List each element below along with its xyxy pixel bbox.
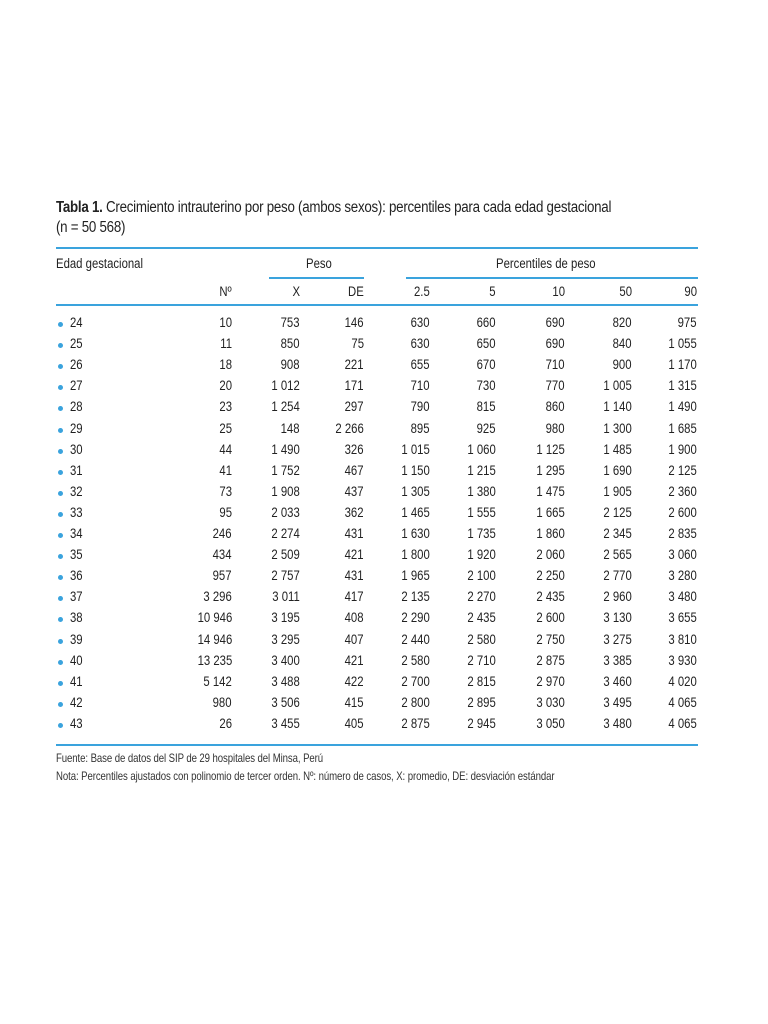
cell-p10: 1 665: [536, 504, 565, 520]
cell-x: 1 752: [271, 462, 300, 478]
cell-x: 1 490: [271, 441, 300, 457]
cell-x: 3 488: [271, 673, 300, 689]
cell-x: 2 509: [271, 547, 300, 563]
cell-age: 34: [70, 526, 83, 541]
cell-age: 42: [70, 694, 83, 710]
cell-p90: 3 060: [668, 547, 697, 563]
cell-p10: 710: [546, 357, 565, 373]
cell-p2-5: 2 440: [401, 631, 430, 647]
cell-n: 434: [213, 547, 232, 563]
cell-p2-5: 895: [411, 420, 430, 436]
bullet-icon: [58, 596, 63, 601]
bullet-icon: [58, 702, 63, 707]
cell-p2-5: 2 135: [401, 589, 430, 605]
cell-de: 408: [345, 610, 364, 626]
cell-p5: 650: [477, 336, 496, 352]
cell-p50: 3 460: [603, 673, 632, 689]
cell-p90: 4 065: [668, 694, 697, 710]
bullet-icon: [58, 533, 63, 538]
cell-p5: 1 380: [467, 483, 496, 499]
cell-p50: 3 275: [603, 631, 632, 647]
cell-p5: 1 735: [467, 526, 496, 541]
cell-p50: 820: [613, 315, 632, 330]
cell-p10: 3 030: [536, 694, 565, 710]
cell-p90: 2 360: [668, 483, 697, 499]
header-percentiles: Percentiles de peso: [496, 256, 596, 271]
cell-age: 39: [70, 631, 83, 647]
cell-p90: 2 835: [668, 526, 697, 541]
column-header-p2-5: 2.5: [414, 284, 430, 299]
cell-age: 32: [70, 483, 83, 499]
cell-p10: 3 050: [536, 715, 565, 731]
footnote-source: Fuente: Base de datos del SIP de 29 hospitales del Minsa, Perú: [56, 751, 324, 765]
cell-p2-5: 1 305: [401, 483, 430, 499]
bullet-icon: [58, 491, 63, 496]
cell-p2-5: 1 800: [401, 547, 430, 563]
cell-p90: 3 655: [668, 610, 697, 626]
cell-age: 37: [70, 589, 83, 605]
cell-x: 3 455: [271, 715, 300, 731]
cell-age: 40: [70, 652, 83, 668]
cell-p10: 2 060: [536, 547, 565, 563]
cell-de: 146: [345, 315, 364, 330]
cell-de: 431: [345, 526, 364, 541]
cell-p5: 2 815: [467, 673, 496, 689]
cell-p90: 3 810: [668, 631, 697, 647]
cell-n: 980: [213, 694, 232, 710]
cell-p90: 975: [678, 315, 697, 330]
cell-p50: 1 905: [603, 483, 632, 499]
cell-de: 417: [345, 589, 364, 605]
cell-p10: 1 295: [536, 462, 565, 478]
table-document: [56, 198, 698, 783]
cell-p10: 2 750: [536, 631, 565, 647]
cell-p50: 2 960: [603, 589, 632, 605]
bullet-icon: [58, 617, 63, 622]
cell-x: 3 506: [271, 694, 300, 710]
cell-age: 27: [70, 378, 83, 394]
cell-p90: 1 315: [668, 378, 697, 394]
cell-p2-5: 790: [411, 399, 430, 415]
cell-p2-5: 1 630: [401, 526, 430, 541]
cell-x: 3 195: [271, 610, 300, 626]
cell-p2-5: 2 580: [401, 652, 430, 668]
cell-p10: 1 860: [536, 526, 565, 541]
cell-p5: 815: [477, 399, 496, 415]
cell-de: 437: [345, 483, 364, 499]
cell-n: 41: [219, 462, 232, 478]
cell-p10: 1 475: [536, 483, 565, 499]
cell-p2-5: 1 150: [401, 462, 430, 478]
cell-p10: 770: [546, 378, 565, 394]
cell-p2-5: 655: [411, 357, 430, 373]
cell-p50: 2 125: [603, 504, 632, 520]
cell-p50: 3 130: [603, 610, 632, 626]
column-header-p90: 90: [684, 284, 697, 299]
bullet-icon: [58, 343, 63, 348]
cell-de: 405: [345, 715, 364, 731]
cell-x: 2 757: [271, 568, 300, 584]
cell-de: 171: [345, 378, 364, 394]
cell-p50: 2 565: [603, 547, 632, 563]
cell-p90: 1 900: [668, 441, 697, 457]
bullet-icon: [58, 639, 63, 644]
cell-de: 421: [345, 547, 364, 563]
cell-age: 30: [70, 441, 83, 457]
cell-p90: 2 125: [668, 462, 697, 478]
cell-p5: 670: [477, 357, 496, 373]
cell-age: 41: [70, 673, 83, 689]
cell-n: 26: [219, 715, 232, 731]
percentiles-underline: [406, 277, 698, 279]
cell-p90: 3 280: [668, 568, 697, 584]
cell-age: 43: [70, 715, 83, 731]
column-header-p50: 50: [619, 284, 632, 299]
bullet-icon: [58, 554, 63, 559]
cell-p2-5: 1 015: [401, 441, 430, 457]
cell-x: 1 254: [271, 399, 300, 415]
bullet-icon: [58, 449, 63, 454]
cell-p2-5: 1 465: [401, 504, 430, 520]
cell-p90: 3 930: [668, 652, 697, 668]
cell-x: 3 011: [272, 589, 300, 605]
cell-de: 431: [345, 568, 364, 584]
cell-n: 10 946: [197, 610, 232, 626]
cell-p5: 1 215: [467, 462, 496, 478]
cell-x: 1 012: [271, 378, 300, 394]
cell-de: 407: [345, 631, 364, 647]
cell-n: 3 296: [203, 589, 232, 605]
cell-age: 35: [70, 547, 83, 563]
cell-x: 753: [281, 315, 300, 330]
cell-p10: 860: [546, 399, 565, 415]
cell-p50: 1 690: [603, 462, 632, 478]
table-subtitle: (n = 50 568): [56, 219, 126, 236]
peso-underline: [269, 277, 364, 279]
cell-p5: 2 100: [467, 568, 496, 584]
column-header-p5: 5: [489, 284, 496, 299]
bottom-rule: [56, 744, 698, 746]
cell-p50: 3 480: [603, 715, 632, 731]
cell-age: 28: [70, 399, 83, 415]
cell-p50: 900: [613, 357, 632, 373]
table-title: [56, 198, 701, 218]
cell-p90: 3 480: [668, 589, 697, 605]
cell-p10: 1 125: [536, 441, 565, 457]
cell-p5: 925: [477, 420, 496, 436]
bullet-icon: [58, 470, 63, 475]
cell-n: 957: [213, 568, 232, 584]
cell-p10: 2 970: [536, 673, 565, 689]
cell-x: 2 033: [271, 504, 300, 520]
cell-p2-5: 2 700: [401, 673, 430, 689]
cell-p90: 4 020: [668, 673, 697, 689]
cell-n: 44: [219, 441, 232, 457]
cell-p10: 2 600: [536, 610, 565, 626]
cell-de: 467: [345, 462, 364, 478]
cell-n: 25: [219, 420, 232, 436]
cell-p2-5: 710: [411, 378, 430, 394]
cell-p10: 690: [546, 315, 565, 330]
cell-age: 25: [70, 336, 83, 352]
bullet-icon: [58, 681, 63, 686]
cell-p5: 2 895: [467, 694, 496, 710]
bullet-icon: [58, 512, 63, 517]
cell-p50: 1 005: [603, 378, 632, 394]
cell-p90: 1 685: [668, 420, 697, 436]
cell-n: 10: [219, 315, 232, 330]
column-header-n: Nº: [219, 284, 232, 299]
cell-p10: 980: [546, 420, 565, 436]
cell-de: 422: [345, 673, 364, 689]
column-header-x: X: [292, 284, 300, 299]
cell-p10: 2 435: [536, 589, 565, 605]
cell-p10: 690: [546, 336, 565, 352]
table-label: Tabla 1.: [56, 199, 103, 216]
cell-n: 95: [219, 504, 232, 520]
cell-p5: 1 060: [467, 441, 496, 457]
header-rule: [56, 304, 698, 306]
cell-age: 36: [70, 568, 83, 584]
cell-p50: 1 140: [603, 399, 632, 415]
cell-p10: 2 250: [536, 568, 565, 584]
cell-p50: 3 495: [603, 694, 632, 710]
cell-p50: 1 300: [603, 420, 632, 436]
cell-n: 23: [219, 399, 232, 415]
cell-n: 11: [220, 336, 232, 352]
cell-p90: 1 055: [668, 336, 697, 352]
bullet-icon: [58, 575, 63, 580]
cell-p50: 1 485: [603, 441, 632, 457]
cell-p50: 840: [613, 336, 632, 352]
cell-age: 31: [70, 462, 83, 478]
cell-n: 18: [219, 357, 232, 373]
bullet-icon: [58, 322, 63, 327]
cell-n: 73: [219, 483, 232, 499]
cell-de: 297: [345, 399, 364, 415]
column-header-de: DE: [348, 284, 364, 299]
cell-age: 24: [70, 315, 83, 330]
cell-x: 1 908: [271, 483, 300, 499]
cell-de: 326: [345, 441, 364, 457]
top-rule: [56, 247, 698, 249]
bullet-icon: [58, 428, 63, 433]
cell-p5: 1 920: [467, 547, 496, 563]
cell-age: 38: [70, 610, 83, 626]
bullet-icon: [58, 723, 63, 728]
cell-p90: 2 600: [668, 504, 697, 520]
cell-p5: 2 580: [467, 631, 496, 647]
table-title-text: Crecimiento intrauterino por peso (ambos sexos): percentiles para cada edad gestacional: [106, 199, 612, 216]
header-peso: Peso: [306, 256, 332, 271]
cell-x: 3 295: [271, 631, 300, 647]
cell-p50: 3 385: [603, 652, 632, 668]
cell-p2-5: 2 290: [401, 610, 430, 626]
cell-p2-5: 630: [411, 315, 430, 330]
cell-p50: 2 770: [603, 568, 632, 584]
cell-n: 14 946: [197, 631, 232, 647]
bullet-icon: [58, 660, 63, 665]
cell-p5: 1 555: [467, 504, 496, 520]
cell-p50: 2 345: [603, 526, 632, 541]
bullet-icon: [58, 385, 63, 390]
cell-x: 850: [281, 336, 300, 352]
cell-n: 13 235: [197, 652, 232, 668]
cell-p90: 1 170: [668, 357, 697, 373]
header-age: Edad gestacional: [56, 256, 144, 271]
cell-p5: 660: [477, 315, 496, 330]
cell-p10: 2 875: [536, 652, 565, 668]
cell-de: 75: [351, 336, 364, 352]
bullet-icon: [58, 364, 63, 369]
cell-p90: 1 490: [668, 399, 697, 415]
cell-p5: 2 270: [467, 589, 496, 605]
cell-x: 2 274: [271, 526, 300, 541]
footnote-note: Nota: Percentiles ajustados con polinomio de tercer orden. Nº: número de casos, X: promedio, DE: desviación estándar: [56, 769, 555, 783]
cell-p2-5: 2 800: [401, 694, 430, 710]
cell-de: 421: [345, 652, 364, 668]
cell-age: 29: [70, 420, 83, 436]
cell-x: 908: [281, 357, 300, 373]
cell-x: 148: [281, 420, 300, 436]
cell-age: 33: [70, 504, 83, 520]
cell-age: 26: [70, 357, 83, 373]
bullet-icon: [58, 406, 63, 411]
cell-n: 246: [213, 526, 232, 541]
column-header-p10: 10: [552, 284, 565, 299]
cell-n: 5 142: [203, 673, 232, 689]
cell-p2-5: 1 965: [401, 568, 430, 584]
cell-n: 20: [219, 378, 232, 394]
cell-de: 362: [345, 504, 364, 520]
cell-x: 3 400: [271, 652, 300, 668]
cell-p5: 2 945: [467, 715, 496, 731]
cell-p5: 2 710: [467, 652, 496, 668]
cell-p5: 730: [477, 378, 496, 394]
cell-de: 2 266: [335, 420, 364, 436]
cell-p5: 2 435: [467, 610, 496, 626]
cell-de: 415: [345, 694, 364, 710]
cell-p2-5: 2 875: [401, 715, 430, 731]
cell-p90: 4 065: [668, 715, 697, 731]
cell-de: 221: [345, 357, 364, 373]
cell-p2-5: 630: [411, 336, 430, 352]
